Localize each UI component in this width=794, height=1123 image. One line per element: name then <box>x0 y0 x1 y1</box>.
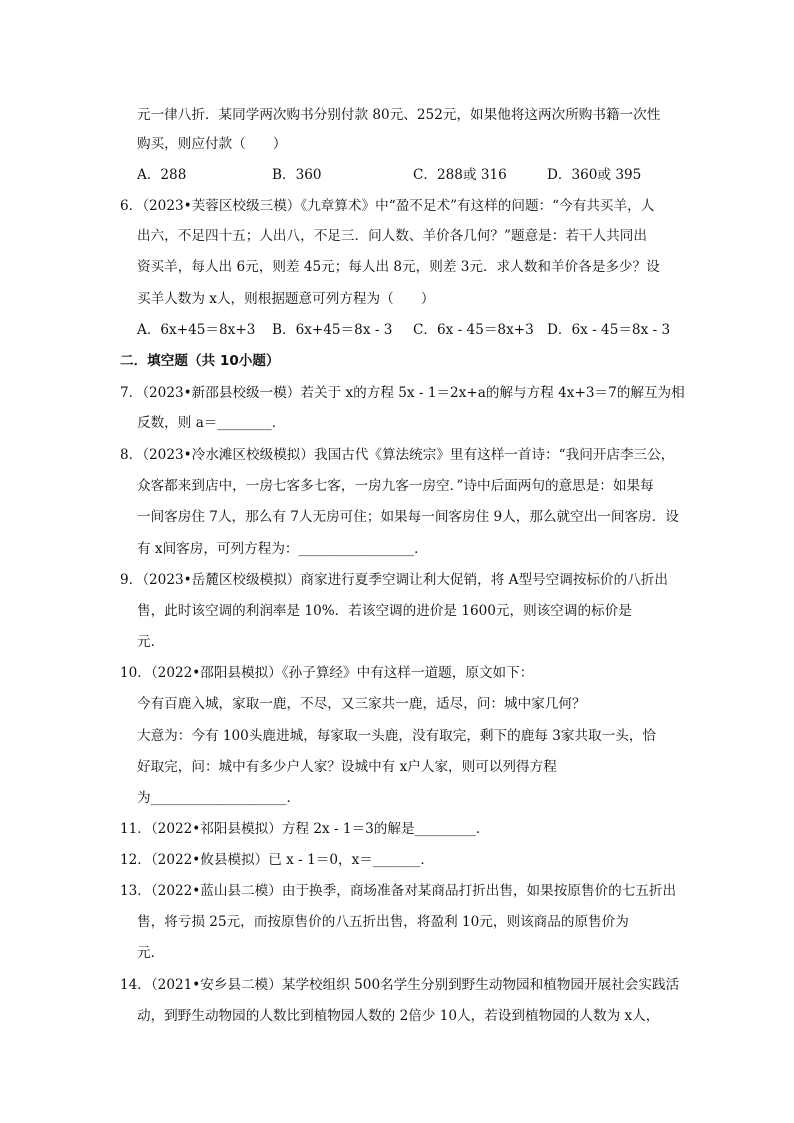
q6-line-1: 6．（2023•芙蓉区校级三模）《九章算术》中“盈不足术”有这样的问题：“今有共买羊，人 <box>120 198 655 214</box>
q9-line-1: 9．（2023•岳麓区校级模拟）商家进行夏季空调让利大促销，将 A型号空调按标价的八折出 <box>120 572 668 588</box>
q6-option-a: A．6x+45＝8x+3 <box>137 322 256 338</box>
q6-option-b: B．6x+45＝8x - 3 <box>272 322 393 338</box>
q14-line-2: 动，到野生动物园的人数比到植物园人数的 2倍少 10人，若设到植物园的人数为 x人， <box>137 1008 660 1024</box>
q13-line-1: 13．（2022•蓝山县二模）由于换季，商场准备对某商品打折出售，如果按原售价的七五折出 <box>120 883 677 899</box>
q7-line-1: 7．（2023•新邵县校级一模）若关于 x的方程 5x - 1＝2x+a的解与方程 4x+3＝7的解互为相 <box>120 385 685 401</box>
q10-line-3: 大意为：今有 100头鹿进城，每家取一头鹿，没有取完，剩下的鹿每 3家共取一头，恰 <box>137 728 657 744</box>
q5-option-b: B．360 <box>272 167 322 183</box>
q8-line-2: 众客都来到店中，一房七客多七客，一房九客一房空．”诗中后面两句的意思是：如果每 <box>137 478 654 494</box>
q6-line-4: 买羊人数为 x人，则根据题意可列方程为（ ） <box>137 291 435 307</box>
q10-line-5: 为____________________． <box>137 790 301 806</box>
q6-option-d: D．6x - 45＝8x - 3 <box>547 322 671 338</box>
q10-line-1: 10．（2022•邵阳县模拟）《孙子算经》中有这样一道题，原文如下： <box>120 665 534 681</box>
q8-line-4: 有 x间客房，可列方程为：_________________． <box>137 541 428 557</box>
q10-line-2: 今有百鹿入城，家取一鹿，不尽，又三家共一鹿，适尽，问：城中家几何？ <box>137 696 586 712</box>
q12-line-1: 12．（2022•攸县模拟）已 x - 1＝0，x＝_______． <box>120 852 434 868</box>
q5-option-a: A．288 <box>137 167 187 183</box>
q5-option-c: C．288或 316 <box>413 167 507 183</box>
q10-line-4: 好取完，问：城中有多少户人家？设城中有 x户人家，则可以列得方程 <box>137 759 557 775</box>
q9-line-3: 元． <box>137 634 165 650</box>
q6-line-3: 资买羊，每人出 6元，则差 45元；每人出 8元，则差 3元．求人数和羊价各是多少？设 <box>137 259 660 275</box>
q6-option-c: C．6x - 45＝8x+3 <box>413 322 534 338</box>
q14-line-1: 14．（2021•安乡县二模）某学校组织 500名学生分别到野生动物园和植物园开展社会实践活 <box>120 977 680 993</box>
q7-line-2: 反数，则 a＝________． <box>137 415 286 431</box>
q5-line-1: 元一律八折．某同学两次购书分别付款 80元、252元，如果他将这两次所购书籍一次性 <box>137 107 661 123</box>
q5-option-d: D．360或 395 <box>547 167 642 183</box>
q11-line-1: 11．（2022•祁阳县模拟）方程 2x - 1＝3的解是_________． <box>120 821 490 837</box>
section-heading: 二．填空题（共 10小题） <box>120 353 280 369</box>
q8-line-3: 一间客房住 7人，那么有 7人无房可住；如果每一间客房住 9人，那么就空出一间客房．设 <box>137 509 679 525</box>
q5-line-2: 购买，则应付款（ ） <box>137 136 287 152</box>
q9-line-2: 售，此时该空调的利润率是 10%．若该空调的进价是 1600元，则该空调的标价是 <box>137 603 632 619</box>
q6-line-2: 出六，不足四十五；人出八，不足三．问人数、羊价各几何？”题意是：若干人共同出 <box>137 228 647 244</box>
q13-line-2: 售，将亏损 25元，而按原售价的八五折出售，将盈利 10元，则该商品的原售价为 <box>137 914 629 930</box>
q8-line-1: 8．（2023•冷水滩区校级模拟）我国古代《算法统宗》里有这样一首诗：“我问开店李三公， <box>120 447 675 463</box>
q13-line-3: 元． <box>137 945 165 961</box>
